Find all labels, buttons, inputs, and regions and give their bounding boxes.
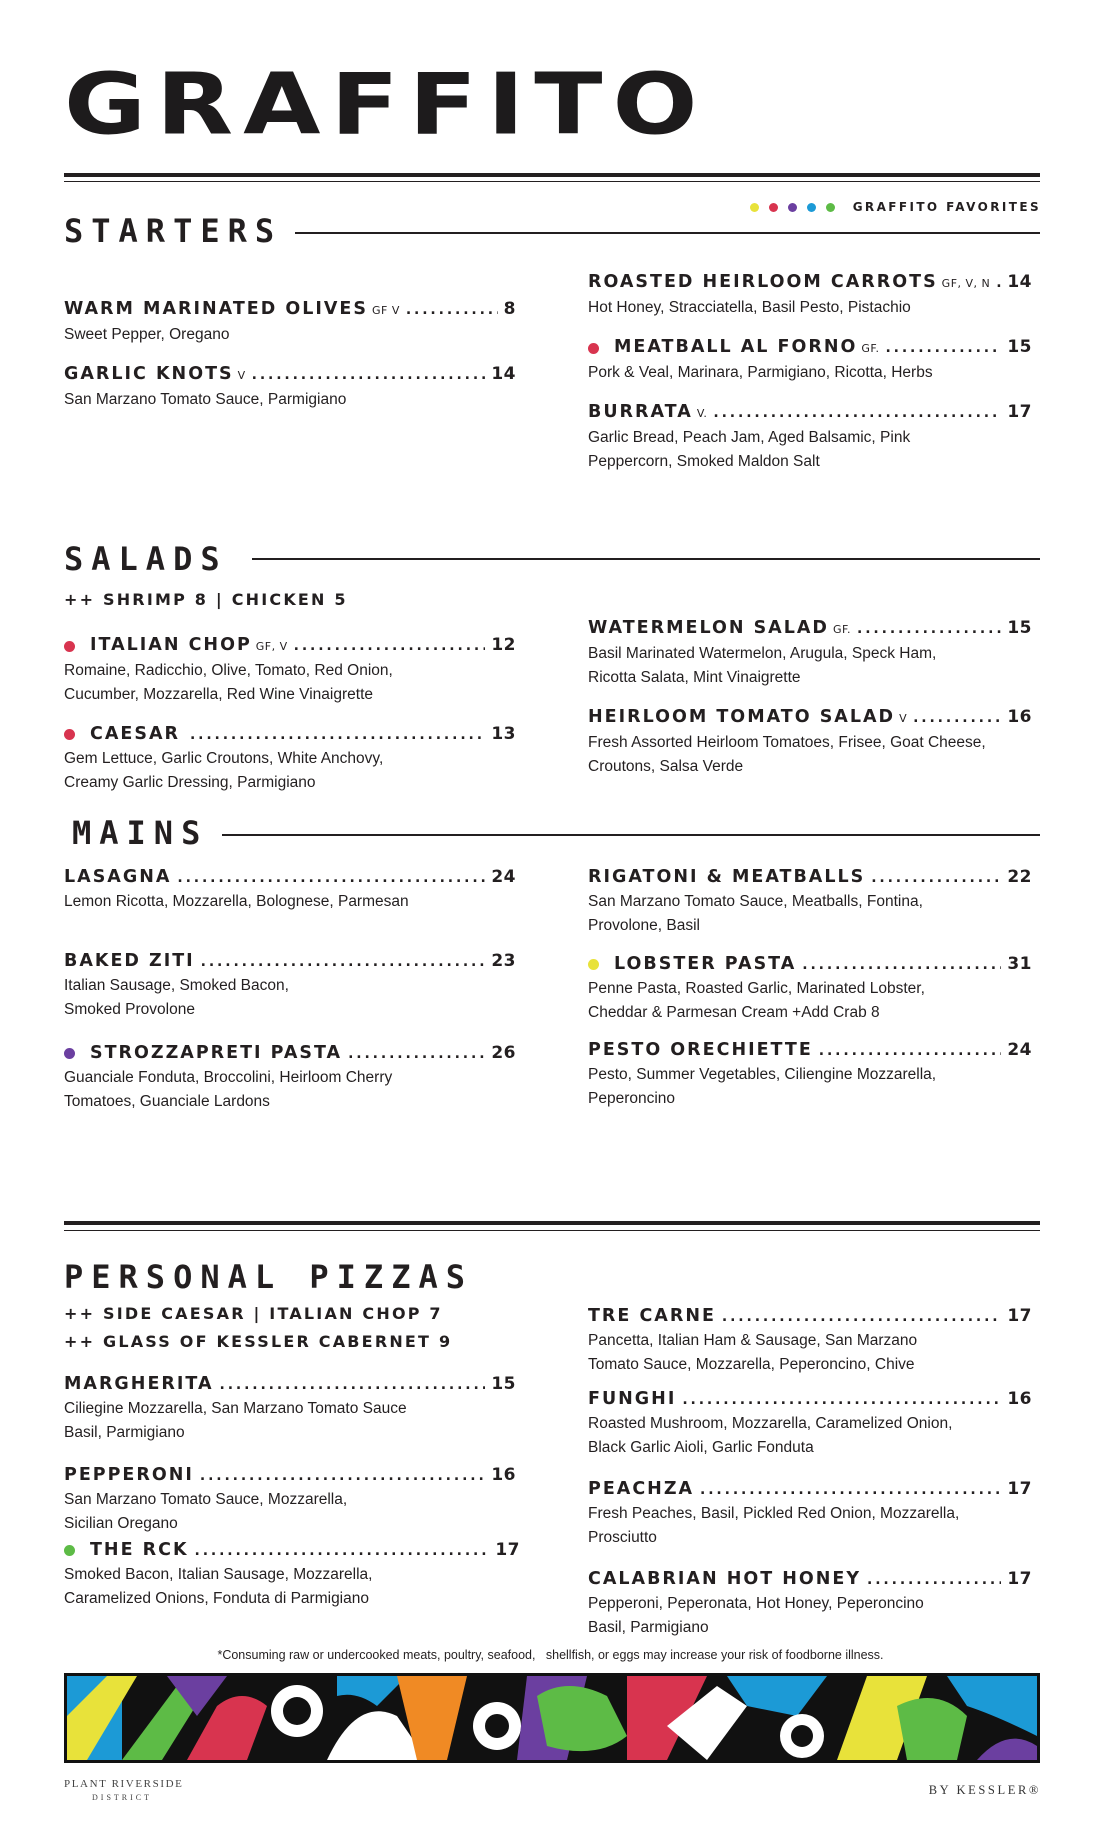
item-name: CAESAR [90,724,180,744]
item-price: 16 [1007,707,1032,727]
pizzas-addon-2: ++ GLASS OF KESSLER CABERNET 9 [64,1332,453,1351]
item-price: 15 [1007,337,1032,357]
graffiti-banner [64,1673,1040,1763]
item-description: Smoked Bacon, Italian Sausage, Mozzarella, [64,1566,373,1583]
menu-item [588,952,1032,1025]
item-description: Basil, Parmigiano [64,1424,185,1441]
pizzas-title: PERSONAL PIZZAS [64,1258,473,1296]
item-description: San Marzano Tomato Sauce, Parmigiano [64,391,347,408]
legend-dot-red [769,203,778,212]
item-name: GARLIC KNOTS [64,364,234,384]
item-name: PESTO ORECHIETTE [588,1040,813,1060]
item-price: 16 [491,1465,516,1485]
item-price: 13 [491,724,516,744]
restaurant-logo: GRAFFITO [64,54,708,154]
item-price: 17 [1007,1479,1032,1499]
plant-riverside-logo [64,1778,183,1804]
favorites-legend [750,200,1041,214]
menu-item [588,1038,1032,1111]
item-price: 23 [491,951,516,971]
item-description: Lemon Ricotta, Mozzarella, Bolognese, Parmesan [64,893,409,910]
item-price: 16 [1007,1389,1032,1409]
favorite-dot [64,1048,75,1059]
pizzas-addon-1: ++ SIDE CAESAR | ITALIAN CHOP 7 [64,1304,443,1323]
item-description: Peperoncino [588,1090,676,1107]
kessler-logo: BY KESSLER® [928,1783,1041,1797]
item-name: THE RCK [90,1540,189,1560]
item-description: Caramelized Onions, Fonduta di Parmigiano [64,1590,369,1607]
item-description: San Marzano Tomato Sauce, Meatballs, Fontina, [588,893,923,910]
header-rule-thin [64,181,1040,182]
item-description: Creamy Garlic Dressing, Parmigiano [64,774,316,791]
item-description: Ricotta Salata, Mint Vinaigrette [588,669,801,686]
favorite-dot [64,1545,75,1556]
item-description: Pesto, Summer Vegetables, Ciliengine Mozzarella, [588,1066,937,1083]
item-description: Prosciutto [588,1529,657,1546]
menu-item [588,335,1032,385]
item-name: RIGATONI & MEATBALLS [588,867,866,887]
menu-item [64,633,516,707]
item-name: ITALIAN CHOP [90,635,252,655]
item-price: 26 [491,1043,516,1063]
item-description: Smoked Provolone [64,1001,195,1018]
item-name: CALABRIAN HOT HONEY [588,1569,862,1589]
menu-item [588,400,1032,474]
menu-item [64,1041,516,1114]
menu-item [64,1538,520,1611]
item-description: Cheddar & Parmesan Cream +Add Crab 8 [588,1004,880,1021]
favorite-dot [64,729,75,740]
pizza-rule-thin [64,1230,1040,1231]
item-name: BAKED ZITI [64,951,195,971]
item-tag: V [899,712,908,725]
legend-dot-blue [807,203,816,212]
item-name: MEATBALL AL FORNO [614,337,858,357]
menu-item [588,1304,1032,1377]
item-description: Croutons, Salsa Verde [588,758,744,775]
item-tag: GF, V, N [941,277,991,290]
item-name: FUNGHI [588,1389,677,1409]
item-description: Romaine, Radicchio, Olive, Tomato, Red Onion, [64,662,393,679]
item-description: Roasted Mushroom, Mozzarella, Caramelized Onion, [588,1415,953,1432]
menu-item [588,270,1032,320]
item-description: Sweet Pepper, Oregano [64,326,230,343]
item-name: WARM MARINATED OLIVES [64,299,368,319]
item-price: 17 [1007,1569,1032,1589]
menu-item [588,616,1032,690]
menu-item [64,949,516,1022]
item-description: Garlic Bread, Peach Jam, Aged Balsamic, Pink [588,429,911,446]
item-description: Sicilian Oregano [64,1515,178,1532]
item-name: LASAGNA [64,867,172,887]
favorite-dot [588,959,599,970]
item-description: Gem Lettuce, Garlic Croutons, White Anchovy, [64,750,384,767]
item-name: HEIRLOOM TOMATO SALAD [588,707,896,727]
item-tag: V. [696,407,708,420]
favorite-dot [588,343,599,354]
item-name: LOBSTER PASTA [614,954,797,974]
menu-item [64,1463,516,1536]
mains-rule [222,834,1040,836]
starters-title: STARTERS [64,212,283,250]
item-tag: GF. [861,342,880,355]
legend-dot-green [826,203,835,212]
item-description: Pancetta, Italian Ham & Sausage, San Marzano [588,1332,918,1349]
menu-item [588,1567,1032,1640]
item-name: STROZZAPRETI PASTA [90,1043,343,1063]
item-tag: V [237,369,246,382]
favorite-dot [64,641,75,652]
item-description: Fresh Assorted Heirloom Tomatoes, Frisee, Goat Cheese, [588,734,986,751]
mains-title: MAINS [72,814,209,852]
food-safety-disclaimer: *Consuming raw or undercooked meats, poultry, seafood, shellfish, or eggs may increase your risk of foodborne illness. [217,1648,884,1662]
header-rule-thick [64,173,1040,177]
item-price: 15 [1007,618,1032,638]
pizza-rule-thick [64,1221,1040,1225]
item-price: 24 [491,867,516,887]
item-description: Cucumber, Mozzarella, Red Wine Vinaigrette [64,686,373,703]
menu-item [64,865,516,914]
item-name: BURRATA [588,402,693,422]
item-description: Guanciale Fonduta, Broccolini, Heirloom Cherry [64,1069,393,1086]
starters-rule [295,232,1040,234]
graffiti-art [67,1676,1037,1760]
item-name: WATERMELON SALAD [588,618,829,638]
item-price: 24 [1007,1040,1032,1060]
item-tag: GF, V [255,640,288,653]
footer-left-subtext: DISTRICT [92,1793,152,1802]
item-description: Hot Honey, Stracciatella, Basil Pesto, Pistachio [588,299,911,316]
menu-item [64,297,516,347]
item-price: 8 [503,299,516,319]
item-description: Peppercorn, Smoked Maldon Salt [588,453,820,470]
item-tag: GF. [832,623,852,636]
footer-left-text: PLANT RIVERSIDE [64,1778,184,1790]
item-description: Italian Sausage, Smoked Bacon, [64,977,289,994]
item-description: San Marzano Tomato Sauce, Mozzarella, [64,1491,348,1508]
menu-item [588,705,1032,779]
item-description: Pepperoni, Peperonata, Hot Honey, Peperoncino [588,1595,924,1612]
item-description: Provolone, Basil [588,917,701,934]
item-description: Tomatoes, Guanciale Lardons [64,1093,270,1110]
salads-addon: ++ SHRIMP 8 | CHICKEN 5 [64,590,348,609]
menu-item [588,865,1032,938]
item-description: Basil Marinated Watermelon, Arugula, Speck Ham, [588,645,937,662]
salads-rule [252,558,1040,560]
item-price: 17 [495,1540,520,1560]
item-price: 14 [1007,272,1032,292]
legend-dot-yellow [750,203,759,212]
legend-dot-purple [788,203,797,212]
menu-item [64,722,516,795]
item-description: Ciliegine Mozzarella, San Marzano Tomato Sauce [64,1400,407,1417]
item-description: Fresh Peaches, Basil, Pickled Red Onion, Mozzarella, [588,1505,960,1522]
item-description: Pork & Veal, Marinara, Parmigiano, Ricotta, Herbs [588,364,933,381]
item-name: PEPPERONI [64,1465,194,1485]
item-name: ROASTED HEIRLOOM CARROTS [588,272,938,292]
item-name: MARGHERITA [64,1374,214,1394]
item-description: Tomato Sauce, Mozzarella, Peperoncino, Chive [588,1356,915,1373]
item-description: Basil, Parmigiano [588,1619,709,1636]
menu-item [588,1477,1032,1550]
item-description: Penne Pasta, Roasted Garlic, Marinated Lobster, [588,980,925,997]
item-price: 17 [1007,1306,1032,1326]
item-price: 14 [491,364,516,384]
item-name: TRE CARNE [588,1306,716,1326]
item-tag: GF V [371,304,400,317]
item-price: 31 [1007,954,1032,974]
item-price: 15 [491,1374,516,1394]
item-price: 12 [491,635,516,655]
salads-title: SALADS [64,540,228,578]
menu-item [588,1387,1032,1460]
menu-item [64,362,516,412]
item-price: 17 [1007,402,1032,422]
item-name: PEACHZA [588,1479,695,1499]
menu-item [64,1372,516,1445]
favorites-label: GRAFFITO FAVORITES [852,200,1041,214]
item-price: 22 [1007,867,1032,887]
item-description: Black Garlic Aioli, Garlic Fonduta [588,1439,814,1456]
